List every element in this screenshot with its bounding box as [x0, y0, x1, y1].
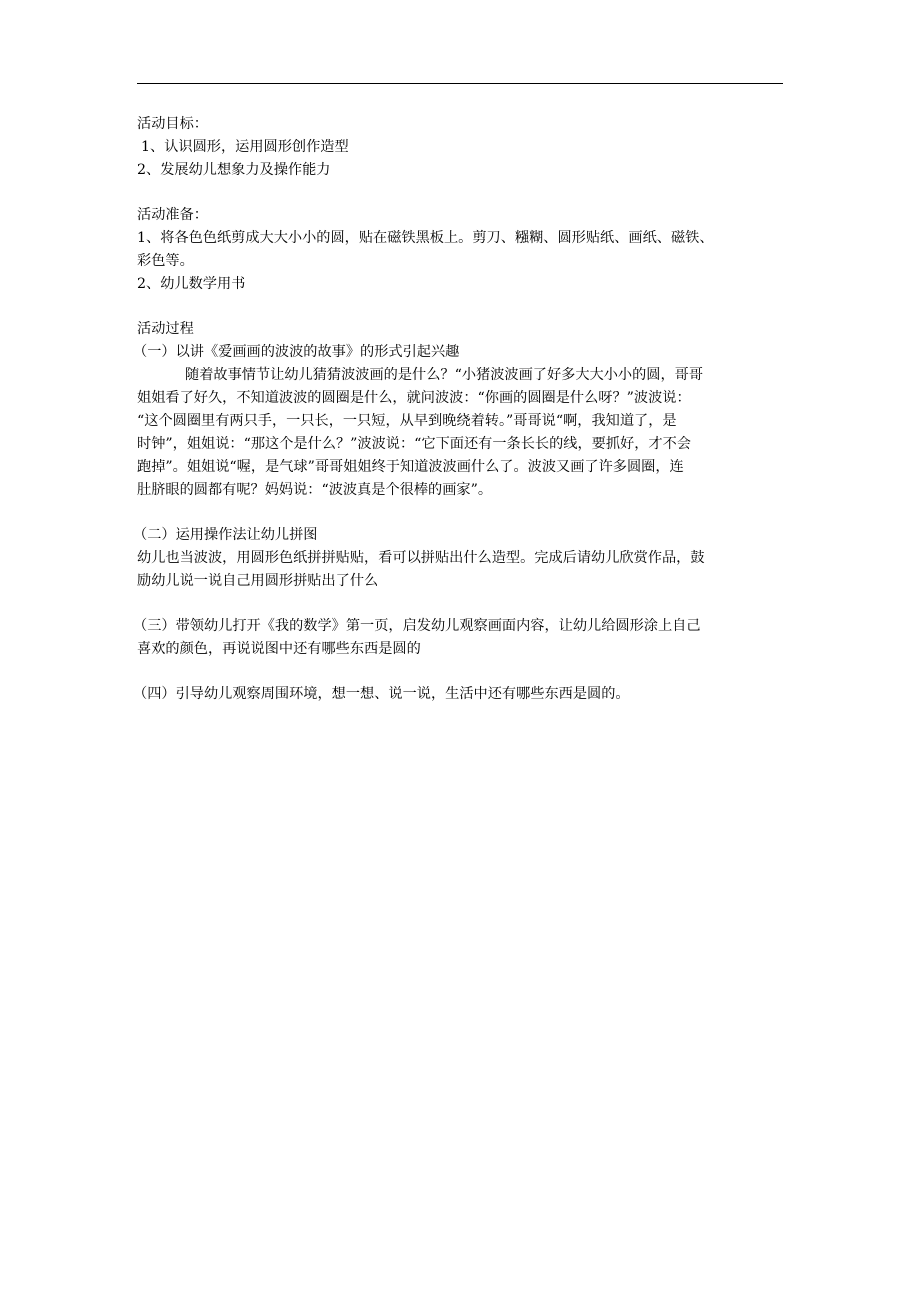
goal-item-2: 2、发展幼儿想象力及操作能力 — [137, 162, 331, 178]
step-2-line-1: 幼儿也当波波，用圆形色纸拼拼贴贴，看可以拼贴出什么造型。完成后请幼儿欣赏作品，鼓 — [137, 550, 705, 566]
step-2-title: （二）运用操作法让幼儿拼图 — [133, 527, 318, 543]
header-rule — [137, 83, 783, 84]
step-1-line-1: 随着故事情节让幼儿猜猜波波画的是什么？“小猪波波画了好多大大小小的圆，哥哥 — [185, 367, 704, 383]
step-1-line-5: 跑掉”。姐姐说“喔，是气球”哥哥姐姐终于知道波波画什么了。波波又画了许多圆圈，连 — [137, 459, 684, 475]
prep-item-1-line-1: 1、将各色色纸剪成大大小小的圆，贴在磁铁黑板上。剪刀、糨糊、圆形贴纸、画纸、磁铁、 — [137, 230, 714, 246]
step-3-line-2: 喜欢的颜色，再说说图中还有哪些东西是圆的 — [137, 641, 421, 657]
process-heading: 活动过程 — [137, 321, 194, 337]
step-1-title: （一）以讲《爱画画的波波的故事》的形式引起兴趣 — [133, 344, 460, 360]
prep-item-1-line-2: 彩色等。 — [137, 253, 194, 269]
step-4-line: （四）引导幼儿观察周围环境，想一想、说一说，生活中还有哪些东西是圆的。 — [133, 686, 630, 702]
prep-heading: 活动准备： — [137, 207, 208, 223]
goals-heading: 活动目标： — [137, 116, 208, 132]
step-2-line-2: 励幼儿说一说自己用圆形拼贴出了什么 — [137, 573, 379, 589]
document-body — [133, 113, 797, 706]
step-3-line-1: （三）带领幼儿打开《我的数学》第一页，启发幼儿观察画面内容，让幼儿给圆形涂上自己 — [133, 618, 701, 634]
step-1-line-3: “这个圆圈里有两只手，一只长，一只短，从早到晚绕着转。”哥哥说“啊，我知道了，是 — [137, 413, 677, 429]
step-1-line-4: 时钟”，姐姐说：“那这个是什么？”波波说：“它下面还有一条长长的线，要抓好，才不会 — [137, 436, 691, 452]
step-1-line-2: 姐姐看了好久，不知道波波的圆圈是什么，就问波波：“你画的圆圈是什么呀？”波波说： — [137, 390, 691, 406]
prep-item-2: 2、幼儿数学用书 — [137, 276, 246, 292]
step-1-line-6: 肚脐眼的圆都有呢？妈妈说：“波波真是个很棒的画家”。 — [137, 482, 493, 498]
goal-item-1: 1、认识圆形，运用圆形创作造型 — [141, 139, 349, 155]
